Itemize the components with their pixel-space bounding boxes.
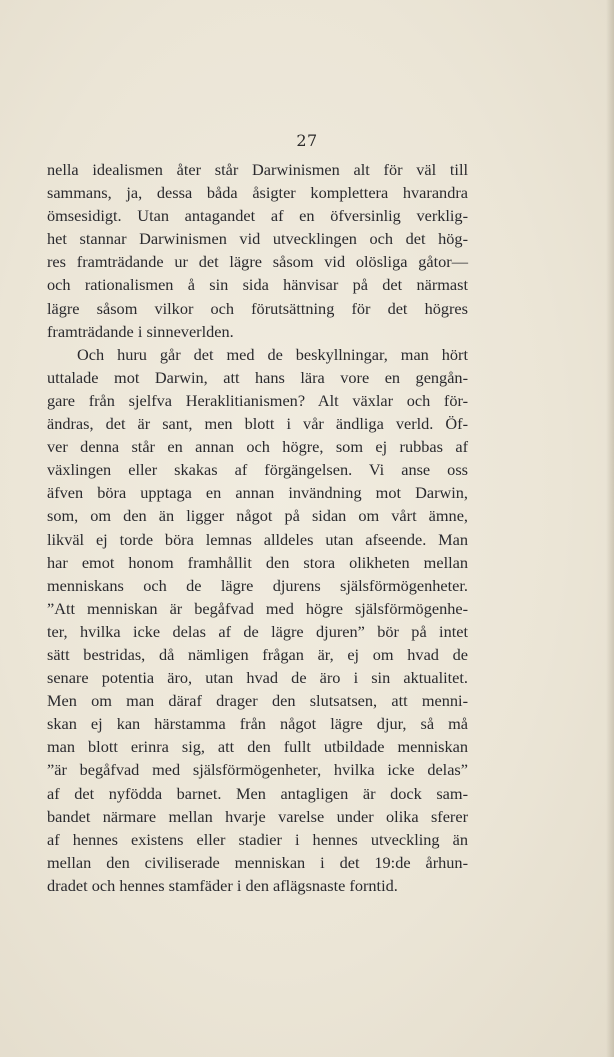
text-line: mellan den civiliserade menniskan i det 19:de århun- <box>47 852 468 872</box>
text-line: skan ej kan härstamma från något lägre djur, så må <box>47 714 468 734</box>
text-line: af hennes existens eller stadier i hennes utveckling än <box>47 829 468 849</box>
text-line: äfven böra upptaga en annan invändning mot Darwin, <box>47 483 468 503</box>
text-line: likväl ej torde böra lemnas alldeles utan afseende. Man <box>47 529 468 549</box>
text-line: Och huru går det med de beskyllningar, man hört <box>77 344 468 364</box>
text-line: ändras, det är sant, men blott i vår ändliga verld. Öf- <box>47 414 468 434</box>
text-line: sätt bestridas, då nämligen frågan är, ej om hvad de <box>47 644 468 664</box>
text-line: ömsesidigt. Utan antagandet af en öfversinlig verklig- <box>47 206 468 226</box>
text-line: växlingen eller skakas af förgängelsen. Vi anse oss <box>47 460 468 480</box>
body-text <box>47 158 468 897</box>
text-line: har emot honom framhållit den stora olikheten mellan <box>47 552 468 572</box>
text-line: senare potentia äro, utan hvad de äro i sin aktualitet. <box>47 668 468 688</box>
page-edge-shadow <box>606 0 614 1057</box>
page-number: 27 <box>296 131 318 150</box>
text-line: Men om man däraf drager den slutsatsen, att menni- <box>47 691 468 711</box>
text-line: nella idealismen åter står Darwinismen alt för väl till <box>47 160 468 179</box>
text-line: sammans, ja, dessa båda åsigter komplettera hvarandra <box>47 183 468 203</box>
text-line: het stannar Darwinismen vid utvecklingen och det hög- <box>47 229 468 249</box>
text-line: menniskans och de lägre djurens själsförmögenheter. <box>47 575 468 595</box>
text-line: gare från sjelfva Heraklitianismen? Alt växlar och för- <box>47 390 468 410</box>
text-line: som, om den än ligger något på sidan om vårt ämne, <box>47 506 468 526</box>
text-line: dradet och hennes stamfäder i den aflägsnaste forntid. <box>47 875 398 895</box>
text-line: framträdande i sinneverlden. <box>47 321 234 341</box>
text-line: bandet närmare mellan hvarje varelse under olika sferer <box>47 806 468 826</box>
text-line: af det nyfödda barnet. Men antagligen är dock sam- <box>47 783 468 803</box>
text-line: man blott erinra sig, att den fullt utbildade menniskan <box>47 737 468 757</box>
text-line: och rationalismen å sin sida hänvisar på det närmast <box>47 275 468 295</box>
text-line: lägre såsom vilkor och förutsättning för det högres <box>47 298 468 318</box>
text-line: uttalade mot Darwin, att hans lära vore en gengån- <box>47 367 468 387</box>
text-line: res framträdande ur det lägre såsom vid olösliga gåtor— <box>47 252 468 272</box>
text-line: ”är begåfvad med själsförmögenheter, hvilka icke delas” <box>47 760 468 780</box>
text-line: ”Att menniskan är begåfvad med högre själsförmögenhe- <box>47 598 468 618</box>
text-line: ter, hvilka icke delas af de lägre djuren” bör på intet <box>47 621 468 641</box>
text-line: ver denna står en annan och högre, som ej rubbas af <box>47 437 468 457</box>
